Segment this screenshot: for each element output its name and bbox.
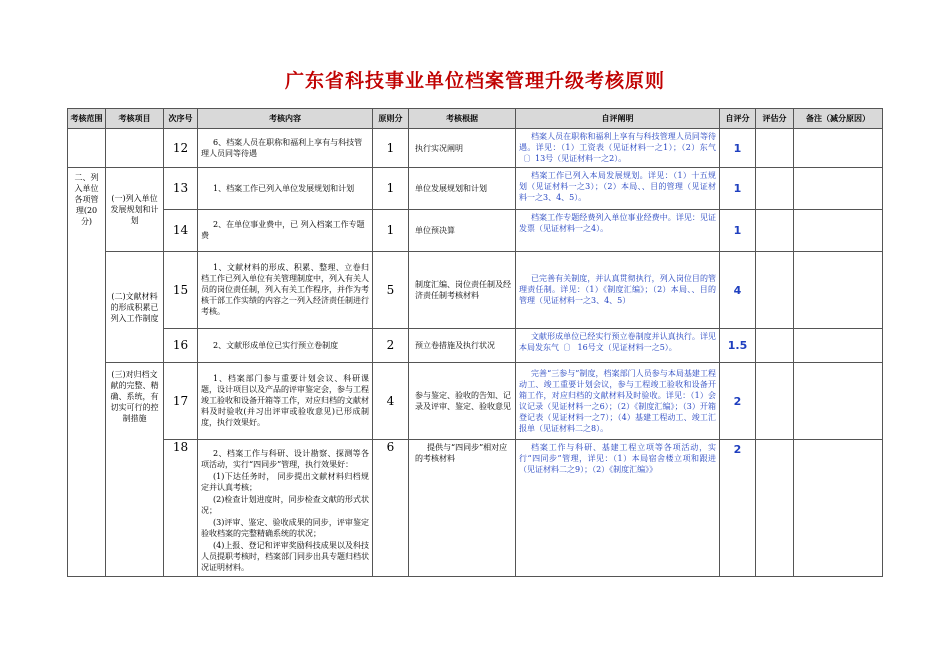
remark-cell (794, 210, 883, 252)
header-eval-score: 评估分 (756, 109, 794, 129)
content-cell: 2、在单位事业费中，已 列入档案工作专题费 (198, 210, 373, 252)
remark-cell (794, 363, 883, 440)
table-row (68, 168, 883, 210)
table-row (68, 363, 883, 440)
item-group-2: (二)文献材料的形成积累已列入工作制度 (106, 252, 164, 363)
points-cell: 2 (373, 329, 409, 363)
seq-cell: 13 (164, 168, 198, 210)
self-score-cell: 1.5 (720, 329, 756, 363)
content-cell: 1、档案工作已列入单位发展规划和计划 (198, 168, 373, 210)
header-item: 考核项目 (106, 109, 164, 129)
self-desc-cell: 档案工作与科研、基建工程立项等各项活动，实行“四同步”管理，详见：（1）本局宿舍楼立项和跟进（见证材料二之9）；（2）《制度汇编》》 (516, 440, 720, 577)
page-title: 广东省科技事业单位档案管理升级考核原则 (284, 70, 665, 92)
seq-cell: 14 (164, 210, 198, 252)
points-cell: 6 (373, 440, 409, 577)
content-cell: 2、文献形成单位已实行预立卷制度 (198, 329, 373, 363)
table-row (68, 252, 883, 329)
self-score-cell: 1 (720, 129, 756, 168)
self-score-cell: 1 (720, 210, 756, 252)
eval-score-cell (756, 210, 794, 252)
header-self-score: 自评分 (720, 109, 756, 129)
header-points: 原则分 (373, 109, 409, 129)
remark-cell (794, 129, 883, 168)
self-desc-cell: 档案工作专题经费列入单位事业经费中。详见：见证发票（见证材料一之4）。 (516, 210, 720, 252)
table-row (68, 329, 883, 363)
basis-cell: 参与鉴定、验收的告知、记录及评审、鉴定、验收意见 (409, 363, 516, 440)
seq-cell: 18 (164, 440, 198, 577)
self-desc-cell: 完善“三参与”制度，档案部门人员参与本局基建工程动工、竣工重要计划会议，参与工程竣工验收和设备开箱工作，对应归档的文献材料及时验收。详见：（1）会议记录（见证材料一之6）；（2）《制度汇编》；（3）开箱登记表（见证材料一之7）；（4）基建工程动工、竣工汇报单（见证材料二之8）。 (516, 363, 720, 440)
item-group-3: (三)对归档文献的完整、精确、系统，有切实可行的控制措施 (106, 363, 164, 577)
scope-cell-top (68, 129, 106, 168)
self-desc-cell: 档案工作已列入本局发展规划。详见：（1）十五规划（见证材料一之3）；（2）本局、、目的管理（见证材料一之3、4、5）。 (516, 168, 720, 210)
eval-score-cell (756, 129, 794, 168)
basis-cell: 预立卷措施及执行状况 (409, 329, 516, 363)
seq-cell: 12 (164, 129, 198, 168)
header-seq: 次序号 (164, 109, 198, 129)
item-cell-top (106, 129, 164, 168)
self-desc-cell: 已完善有关制度，并认真贯彻执行，列入岗位目的管理责任制。详见：（1）《制度汇编》；（2）本局、、目的管理（见证材料一之3、4、5） (516, 252, 720, 329)
basis-cell: 制度汇编、岗位责任制及经济责任制考核材料 (409, 252, 516, 329)
self-score-cell: 4 (720, 252, 756, 329)
header-row (68, 109, 883, 129)
points-cell: 1 (373, 129, 409, 168)
header-basis: 考核根据 (409, 109, 516, 129)
remark-cell (794, 252, 883, 329)
remark-cell (794, 168, 883, 210)
points-cell: 4 (373, 363, 409, 440)
seq-cell: 17 (164, 363, 198, 440)
basis-cell: 执行实况阐明 (409, 129, 516, 168)
basis-cell: 单位预决算 (409, 210, 516, 252)
header-remark: 备注（减分原因） (794, 109, 883, 129)
self-score-cell: 2 (720, 363, 756, 440)
eval-score-cell (756, 168, 794, 210)
content-cell: 1、档案部门参与重要计划会议、科研课题，设计项目以及产品的评审鉴定会，参与工程竣工验收和设备开箱等工作，对应归档的文献材料及时验收(并习出评审或验收意见)已形成制度，执行效果好。 (198, 363, 373, 440)
self-score-cell: 2 (720, 440, 756, 577)
assessment-table (67, 108, 883, 577)
self-desc-cell: 档案人员在职称和福利上享有与科技管理人员同等待遇。详见：（1）工资表（见证材料一之1）；（2）东气〔〕13号（见证材料一之2）。 (516, 129, 720, 168)
points-cell: 1 (373, 168, 409, 210)
self-score-cell: 1 (720, 168, 756, 210)
content-cell: 1、文献材料的形成、积累、整理、立卷归档工作已列入单位有关管理制度中，列入有关人员的岗位责任制，列入有关工作程序，并作为考核干部工作实绩的内容之一列入经济责任制进行考核。 (198, 252, 373, 329)
self-desc-cell: 文献形成单位已经实行预立卷制度并认真执行。详见本局发东气〔〕 16号文（见证材料一之5）。 (516, 329, 720, 363)
eval-score-cell (756, 252, 794, 329)
remark-cell (794, 329, 883, 363)
table-row (68, 129, 883, 168)
remark-cell (794, 440, 883, 577)
content-cell: 2、档案工作与科研、设计勘察、探测等各项活动，实行“四同步”管理，执行效果好： (1)下达任务时， 同步提出文献材料归档规定并认真考核； (2)检查计划进度时，同步检查文献的形式状况； (3)评审、鉴定、验收成果的同步，评审鉴定验收档案的完整精确系统的状况； (4)上报、登记和评审奖励科技成果以及科技人员提职考核时，档案部门同步出具专题归档状况证明材料。 (198, 440, 373, 577)
seq-cell: 15 (164, 252, 198, 329)
scope-cell: 二、列入单位各项管理(20分) (68, 168, 106, 577)
seq-cell: 16 (164, 329, 198, 363)
eval-score-cell (756, 329, 794, 363)
eval-score-cell (756, 363, 794, 440)
header-scope: 考核范围 (68, 109, 106, 129)
basis-cell: 提供与“四同步”相对应的考核材料 (409, 440, 516, 577)
points-cell: 5 (373, 252, 409, 329)
header-content: 考核内容 (198, 109, 373, 129)
eval-score-cell (756, 440, 794, 577)
basis-cell: 单位发展规划和计划 (409, 168, 516, 210)
table-row (68, 210, 883, 252)
header-self-desc: 自评阐明 (516, 109, 720, 129)
item-group-1: (一)列入单位发展规划和计划 (106, 168, 164, 252)
points-cell: 1 (373, 210, 409, 252)
table-row (68, 440, 883, 577)
content-cell: 6、档案人员在职称和福利上享有与科技管理人员同等待遇 (198, 129, 373, 168)
